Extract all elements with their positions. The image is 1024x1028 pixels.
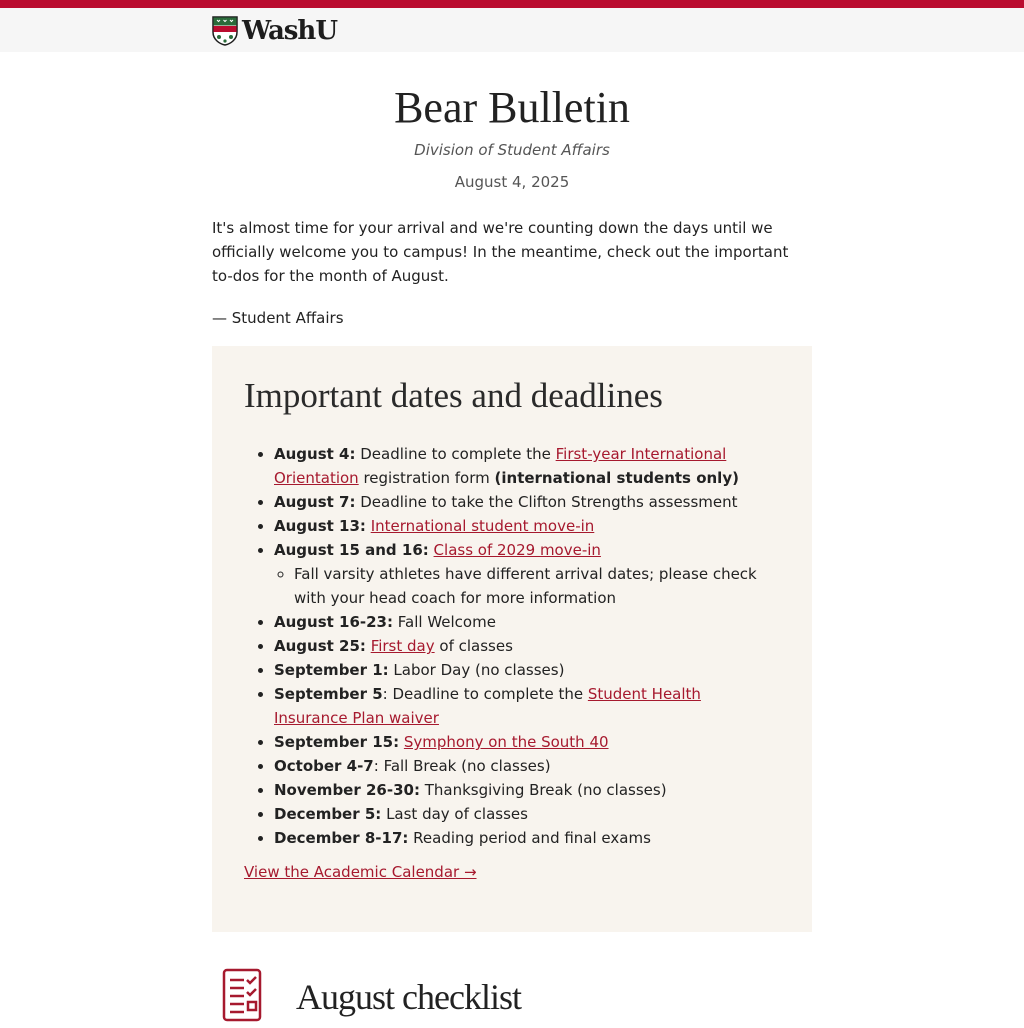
site-header — [0, 8, 1024, 52]
date-link[interactable]: Symphony on the South 40 — [403, 733, 609, 751]
date-label: October 4-7 — [274, 757, 374, 775]
dates-heading: Important dates and deadlines — [244, 376, 663, 415]
date-label: September 1: — [274, 661, 389, 679]
date-label: November 26-30: — [274, 781, 420, 799]
date-link[interactable]: First-year International Orientation — [274, 445, 727, 487]
date-label: December 8-17: — [274, 829, 409, 847]
date-label: December 5: — [274, 805, 382, 823]
date-item — [274, 634, 764, 658]
date-text: Deadline to complete the — [355, 445, 556, 463]
date-text: : Deadline to complete the — [382, 685, 588, 703]
dates-list — [274, 442, 764, 850]
date-label: September 15: — [274, 733, 400, 751]
date-item — [274, 778, 764, 802]
date-item — [274, 658, 764, 682]
intro-paragraph: It's almost time for your arrival and we're counting down the days until we officially welcome you to campus! In the meantime, check out the important to-dos for the month of August. — [212, 219, 789, 285]
date-link[interactable]: International student move-in — [370, 517, 595, 535]
date-label: August 15 and 16: — [274, 541, 429, 559]
top-accent-bar — [0, 0, 1024, 8]
newsletter-subtitle: Division of Student Affairs — [414, 141, 610, 159]
washu-logo[interactable] — [212, 16, 337, 46]
date-label: August 16-23: — [274, 613, 393, 631]
checklist-heading: August checklist — [296, 977, 521, 1017]
signoff: — Student Affairs — [212, 309, 344, 327]
newsletter-date: August 4, 2025 — [454, 173, 570, 191]
checklist-icon — [222, 968, 262, 1024]
date-link[interactable]: Student Health Insurance Plan waiver — [274, 685, 701, 727]
date-text: Labor Day (no classes) — [388, 661, 565, 679]
date-item — [274, 826, 764, 850]
date-label: August 4: — [274, 445, 356, 463]
date-item — [274, 730, 764, 754]
date-sublist — [274, 562, 764, 610]
date-item — [274, 802, 764, 826]
date-item — [274, 490, 764, 514]
logo-wordmark: WashU — [242, 16, 338, 46]
date-text: Thanksgiving Break (no classes) — [419, 781, 667, 799]
date-item — [274, 682, 764, 730]
date-text: : Fall Break (no classes) — [373, 757, 551, 775]
date-text: Deadline to take the Clifton Strengths assessment — [355, 493, 738, 511]
dates-section — [212, 346, 812, 932]
date-item — [274, 538, 764, 610]
shield-icon — [212, 16, 238, 46]
academic-calendar-link[interactable]: View the Academic Calendar → — [244, 863, 477, 881]
date-label: August 13: — [274, 517, 366, 535]
date-subitem: ◦ Fall varsity athletes have different arrival dates; please check with your head coach for more information — [294, 562, 764, 610]
date-text-after: registration form — [358, 469, 495, 487]
date-item — [274, 514, 764, 538]
date-text: Reading period and final exams — [408, 829, 651, 847]
date-text: Fall Welcome — [393, 613, 496, 631]
checklist-header — [212, 968, 812, 1028]
date-text-after: of classes — [434, 637, 513, 655]
date-label: September 5 — [274, 685, 383, 703]
date-label: August 7: — [274, 493, 356, 511]
date-item — [274, 610, 764, 634]
date-text: Last day of classes — [381, 805, 528, 823]
date-note-bold: (international students only) — [494, 469, 739, 487]
date-link[interactable]: Class of 2029 move-in — [433, 541, 601, 559]
newsletter-title: Bear Bulletin — [394, 83, 630, 132]
date-item — [274, 442, 764, 490]
date-label: August 25: — [274, 637, 366, 655]
date-item — [274, 754, 764, 778]
date-link[interactable]: First day — [370, 637, 435, 655]
